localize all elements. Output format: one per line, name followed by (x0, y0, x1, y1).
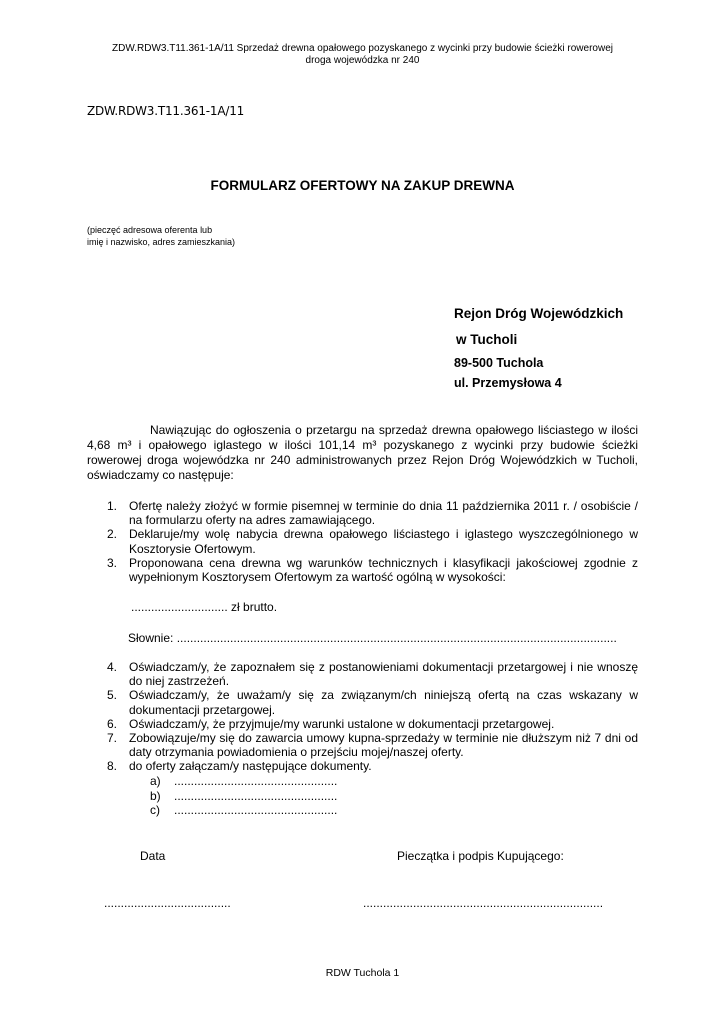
intro-paragraph: Nawiązując do ogłoszenia o przetargu na sprzedaż drewna opałowego liściastego w ilości 4,68 m³ i opałowego iglastego w ilości 101,14 m³ pozyskanego z wycinki przy budowie ścieżki rowerowej droga wojewódzka nr 240 administrowanych przez Rejon Dróg Wojewódzkich w Tucholi, oświadczamy co następuje: (87, 423, 638, 482)
list-item-number: 6. (107, 716, 118, 731)
reference-number: ZDW.RDW3.T11.361-1A/11 (87, 104, 245, 118)
header-line-1: ZDW.RDW3.T11.361-1A/11 Sprzedaż drewna opałowego pozyskanego z wycinki przy budowie ścieżki rowerowej (112, 43, 613, 54)
date-label: Data (140, 849, 166, 863)
attachment-item (150, 803, 337, 818)
attachments-list (150, 774, 337, 818)
recipient-line-4: ul. Przemysłowa 4 (454, 376, 562, 390)
list-item (87, 731, 638, 759)
page-footer: RDW Tuchola 1 (325, 967, 400, 979)
price-in-words-line: Słownie: .................................................................................................................................... (128, 631, 617, 645)
list-item (87, 499, 638, 527)
list-item-number: 8. (107, 759, 118, 774)
date-field-dots: ...................................... (104, 896, 231, 910)
header-line-2: droga wojewódzka nr 240 (305, 55, 420, 66)
stamp-note-line-1: (pieczęć adresowa oferenta lub (87, 225, 213, 235)
list-item (87, 759, 638, 773)
attachment-item (150, 789, 337, 804)
stamp-note-line-2: imię i nazwisko, adres zamieszkania) (87, 237, 236, 247)
attachment-letter: c) (150, 803, 160, 817)
recipient-line-3: 89-500 Tuchola (454, 356, 544, 370)
list-item-text: Zobowiązuje/my się do zawarcia umowy kupna-sprzedaży w terminie nie dłuższym niż 7 dni od daty otrzymania powiadomienia o przejściu mojej/naszej oferty. (129, 731, 638, 760)
list-item-number: 3. (107, 555, 118, 570)
list-item-number: 7. (107, 731, 118, 746)
attachment-letter: a) (150, 774, 161, 788)
list-item-text: Oświadczam/y, że przyjmuje/my warunki ustalone w dokumentacji przetargowej. (129, 716, 555, 731)
attachment-blank: ................................................. (174, 788, 338, 803)
attachment-blank: ................................................. (174, 803, 338, 817)
list-item-number: 2. (107, 527, 118, 542)
list-item (87, 717, 638, 731)
list-item-text: Ofertę należy złożyć w formie pisemnej w terminie do dnia 11 października 2011 r. / osobiście / na formularzu oferty na adres zamawiającego. (129, 499, 638, 528)
recipient-line-1: Rejon Dróg Wojewódzkich (454, 306, 624, 321)
declaration-list-a (87, 499, 638, 584)
list-item (87, 556, 638, 584)
list-item-text: Oświadczam/y, że zapoznałem się z postanowieniami dokumentacji przetargowej i nie wnoszę do niej zastrzeżeń. (129, 660, 638, 689)
signature-field-dots: ........................................................................ (363, 896, 604, 910)
list-item (87, 688, 638, 716)
attachment-item (150, 774, 337, 789)
attachment-letter: b) (150, 788, 161, 803)
list-item-number: 4. (107, 660, 118, 674)
list-item-text: Proponowana cena drewna wg warunków technicznych i klasyfikacji jakościowej zgodnie z wypełnionym Kosztorysem Ofertowym za wartość ogólną w wysokości: (129, 555, 638, 585)
list-item (87, 527, 638, 555)
signature-label: Pieczątka i podpis Kupującego: (397, 849, 564, 863)
list-item-text: Deklaruje/my wolę nabycia drewna opałowego liściastego i iglastego wyszczególnionego w Kosztorysie Ofertowym. (129, 527, 638, 556)
recipient-line-2: w Tucholi (456, 332, 518, 347)
list-item-number: 5. (107, 688, 118, 703)
price-line: ............................. zł brutto. (131, 600, 278, 614)
document-title: FORMULARZ OFERTOWY NA ZAKUP DREWNA (210, 178, 515, 193)
page-header (60, 43, 665, 67)
list-item-number: 1. (107, 499, 118, 513)
declaration-list-b (87, 660, 638, 774)
list-item-text: do oferty załączam/y następujące dokumenty. (129, 759, 372, 774)
list-item (87, 660, 638, 688)
stamp-note (87, 224, 235, 248)
list-item-text: Oświadczam/y, że uważam/y się za związanym/ch niniejszą ofertą na czas wskazany w dokumentacji przetargowej. (129, 688, 638, 717)
attachment-blank: ................................................. (174, 774, 338, 788)
